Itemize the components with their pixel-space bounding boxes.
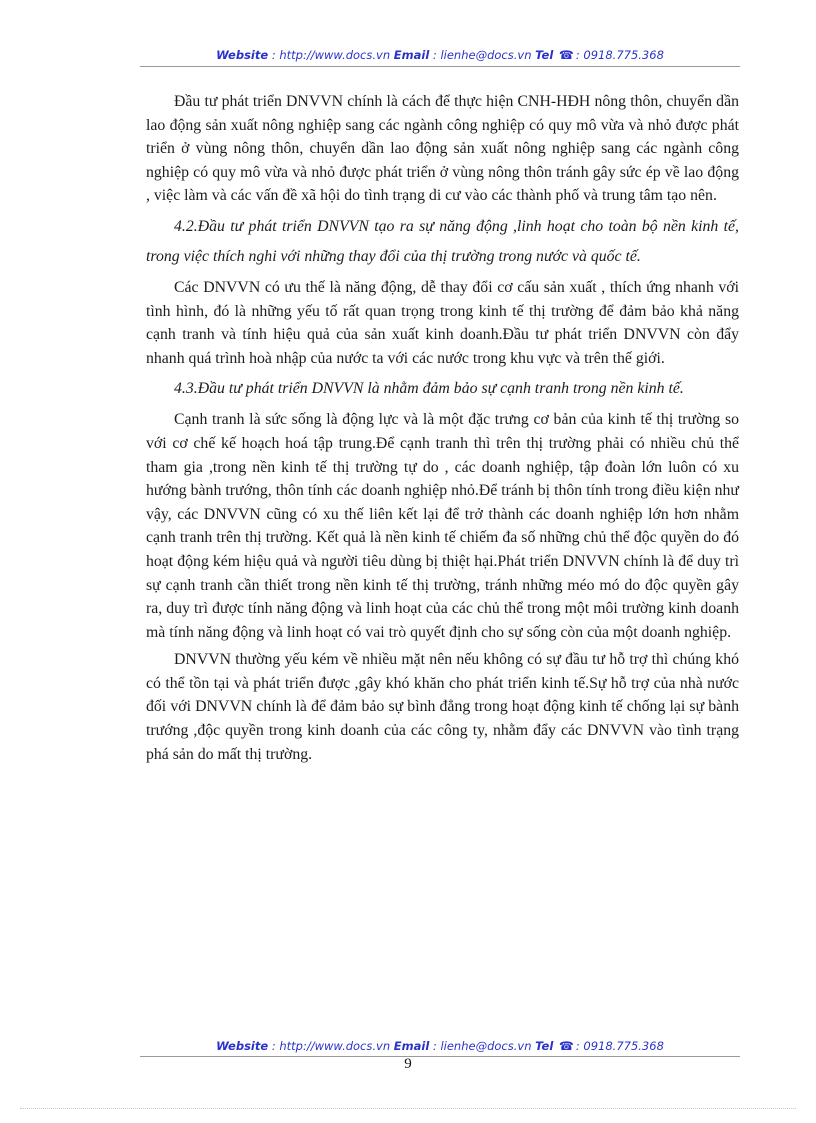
header-website-sep: : [268, 48, 280, 62]
heading-4-2: 4.2.Đầu tư phát triển DNVVN tạo ra sự năng động ,linh hoạt cho toàn bộ nền kinh tế, trong việc thích nghi với những thay đổi của thị trường trong nước và quốc tế. [146, 217, 739, 265]
footer-website-label: Website [216, 1039, 269, 1053]
phone-icon: ☎ [558, 48, 574, 62]
page-bottom-dotted-border [20, 1108, 796, 1109]
header-email-sep: : [429, 48, 441, 62]
footer-tel-value: 0918.775.368 [583, 1039, 664, 1053]
header-email-value[interactable]: lienhe@docs.vn [440, 48, 532, 62]
phone-icon: ☎ [558, 1039, 574, 1053]
header-website-url[interactable]: http://www.docs.vn [279, 48, 391, 62]
footer-email-value[interactable]: lienhe@docs.vn [440, 1039, 532, 1053]
paragraph-competition: Cạnh tranh là sức sống là động lực và là một đặc trưng cơ bản của kinh tế thị trường so với cơ chế kế hoạch hoá tập trung.Để cạnh tranh thì trên thị trường phải có nhiều chủ thể tham gia ,trong nền kinh tế thị trường tự do , các doanh nghiệp, tập đoàn lớn luôn có xu hướng bành trướng, thôn tính các doanh nghiệp nhỏ.Để tránh bị thôn tính trong điều kiện như vậy, các DNVVN cũng có xu thế liên kết lại để trở thành các doanh nghiệp lớn hơn nhằm cạnh tranh trên thị trường. Kết quả là nền kinh tế chiếm đa số những chủ thể độc quyền do đó hoạt động kém hiệu quả và người tiêu dùng bị thiệt hại.Phát triển DNVVN chính là để duy trì sự cạnh tranh cần thiết trong nền kinh tế thị trường, tránh những méo mó do độc quyền gây ra, duy trì được tính năng động và linh hoạt của các chủ thể trong một môi trường kinh doanh mà tính năng động và linh hoạt có vai trò quyết định cho sự sống còn của một doanh nghiệp. [146, 411, 739, 641]
page-number: 9 [404, 1056, 412, 1072]
footer-tel-label: Tel [535, 1039, 554, 1053]
header-tel-sep: : [575, 48, 584, 62]
paragraph-cnh-hdh: Đầu tư phát triển DNVVN chính là cách để thực hiện CNH-HĐH nông thôn, chuyển dần lao động sản xuất nông nghiệp sang các ngành công nghiệp có quy mô vừa và nhỏ được phát triển ở vùng nông thôn, chuyển dần lao động sản xuất nông nghiệp sang các ngành công nghiệp có quy mô vừa và nhỏ được phát triển ở vùng nông thôn tránh gây sức ép về lao động , việc làm và các vấn đề xã hội do tình trạng di cư vào các thành phố và trung tâm tạo nên. [146, 93, 739, 205]
header-website-label: Website [216, 48, 269, 62]
header-rule [140, 66, 740, 67]
footer-website-sep: : [268, 1039, 280, 1053]
header-tel-value: 0918.775.368 [583, 48, 664, 62]
footer-email-label: Email [393, 1039, 430, 1053]
paragraph-flexibility: Các DNVVN có ưu thế là năng động, dễ thay đổi cơ cấu sản xuất , thích ứng nhanh với tình hình, đó là những yếu tố rất quan trọng trong kinh tế thị trường để đảm bảo khả năng cạnh tranh và tính hiệu quả của sản xuất kinh doanh.Đầu tư phát triển DNVVN còn đẩy nhanh quá trình hoà nhập của nước ta với các nước trong khu vực và trên thế giới. [146, 278, 739, 367]
footer-website-url[interactable]: http://www.docs.vn [279, 1039, 391, 1053]
paragraph-support: DNVVN thường yếu kém về nhiều mặt nên nếu không có sự đầu tư hỗ trợ thì chúng khó có thể tồn tại và phát triển được ,gây khó khăn cho phát triển kinh tế.Sự hỗ trợ của nhà nước đối với DNVVN chính là để đảm bảo sự bình đẳng trong hoạt động kinh tế chống lại sự bành trướng ,độc quyền trong kinh doanh của các công ty, nhằm đẩy các DNVVN vào tình trạng phá sản do mất thị trường. [146, 651, 739, 763]
header-tel-label: Tel [535, 48, 554, 62]
header-email-label: Email [393, 48, 430, 62]
page-header [140, 48, 740, 62]
footer-tel-sep: : [575, 1039, 584, 1053]
footer-email-sep: : [429, 1039, 441, 1053]
document-body [146, 90, 739, 770]
heading-4-3: 4.3.Đầu tư phát triển DNVVN là nhằm đảm bảo sự cạnh tranh trong nền kinh tế. [174, 380, 684, 398]
page-footer [140, 1039, 740, 1053]
